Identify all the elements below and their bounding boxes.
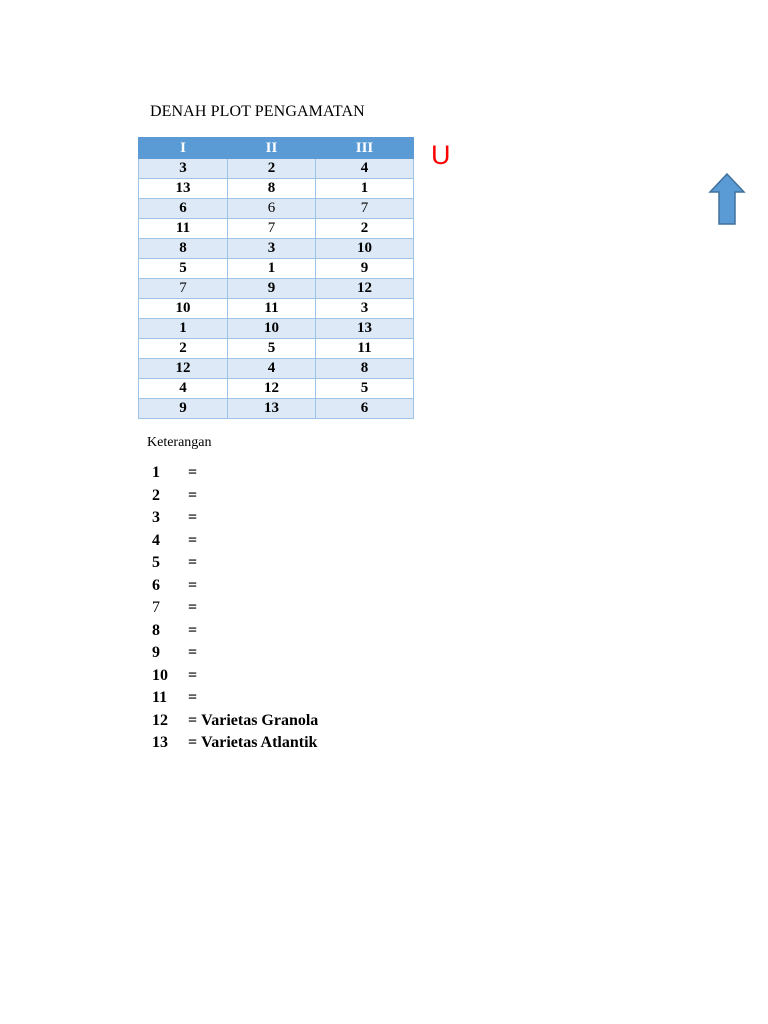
table-cell: 13: [228, 399, 316, 419]
legend-description: Varietas Atlantik: [201, 734, 318, 751]
table-cell: 11: [139, 219, 228, 239]
table-row: [139, 399, 414, 419]
table-cell: 11: [228, 299, 316, 319]
list-item: [152, 665, 318, 688]
legend-equals: =: [188, 486, 198, 504]
legend-equals: =: [188, 621, 198, 639]
legend-number: 10: [152, 666, 168, 684]
table-row: [139, 319, 414, 339]
list-item: [152, 462, 318, 485]
legend-equals: =: [188, 711, 198, 729]
legend-number: 4: [152, 531, 160, 549]
legend-equals: =: [188, 644, 198, 661]
table-cell: 4: [228, 359, 316, 379]
table-cell: 5: [316, 379, 414, 399]
legend-equals: =: [188, 599, 198, 616]
table-cell: 5: [228, 339, 316, 359]
table-cell: 10: [228, 319, 316, 339]
table-cell: 6: [316, 399, 414, 419]
table-cell: 12: [228, 379, 316, 399]
table-cell: 3: [228, 239, 316, 259]
table-cell: 1: [316, 179, 414, 199]
table-row: [139, 259, 414, 279]
table-cell: 7: [139, 279, 228, 299]
table-cell: 9: [228, 279, 316, 299]
legend-list: [152, 462, 318, 755]
table-cell: 9: [316, 259, 414, 279]
arrow-up-icon: [708, 172, 746, 226]
legend-number: 8: [152, 621, 160, 639]
table-cell: 13: [139, 179, 228, 199]
list-item: [152, 552, 318, 575]
table-cell: 2: [316, 219, 414, 239]
table-cell: 9: [139, 399, 228, 419]
table-cell: 6: [139, 199, 228, 219]
list-item: [152, 732, 318, 755]
list-item: [152, 575, 318, 598]
table-cell: 13: [316, 319, 414, 339]
column-header-block-1: I: [139, 138, 228, 159]
legend-number: 9: [152, 644, 160, 661]
legend-number: 7: [152, 599, 160, 616]
table-row: [139, 359, 414, 379]
legend-equals: =: [188, 576, 198, 594]
list-item: [152, 507, 318, 530]
table-cell: 3: [316, 299, 414, 319]
table-cell: 10: [139, 299, 228, 319]
legend-number: 1: [152, 464, 160, 481]
legend-number: 13: [152, 734, 168, 751]
table-cell: 4: [316, 159, 414, 179]
table-row: [139, 199, 414, 219]
legend-equals: =: [188, 509, 198, 526]
table-cell: 12: [316, 279, 414, 299]
table-cell: 2: [228, 159, 316, 179]
legend-number: 2: [152, 486, 160, 504]
legend-equals: =: [188, 666, 198, 684]
north-label: U: [431, 140, 451, 170]
table-header-row: [139, 138, 414, 159]
legend-equals: =: [188, 464, 198, 481]
list-item: [152, 710, 318, 733]
list-item: [152, 530, 318, 553]
legend-equals: =: [188, 554, 198, 571]
table-cell: 10: [316, 239, 414, 259]
list-item: [152, 642, 318, 665]
table-cell: 8: [228, 179, 316, 199]
legend-number: 6: [152, 576, 160, 594]
table-cell: 6: [228, 199, 316, 219]
legend-number: 11: [152, 689, 168, 706]
table-cell: 8: [316, 359, 414, 379]
column-header-block-3: III: [316, 138, 414, 159]
table-row: [139, 159, 414, 179]
table-row: [139, 299, 414, 319]
table-cell: 11: [316, 339, 414, 359]
table-row: [139, 379, 414, 399]
legend-heading: Keterangan: [147, 435, 212, 450]
table-cell: 4: [139, 379, 228, 399]
table-row: [139, 279, 414, 299]
table-row: [139, 219, 414, 239]
column-header-block-2: II: [228, 138, 316, 159]
legend-number: 5: [152, 554, 160, 571]
table-row: [139, 179, 414, 199]
list-item: [152, 620, 318, 643]
table-cell: 8: [139, 239, 228, 259]
table-cell: 2: [139, 339, 228, 359]
legend-number: 12: [152, 711, 168, 729]
table-cell: 12: [139, 359, 228, 379]
list-item: [152, 485, 318, 508]
legend-equals: =: [188, 531, 198, 549]
table-row: [139, 339, 414, 359]
legend-number: 3: [152, 509, 160, 526]
list-item: [152, 597, 318, 620]
legend-description: Varietas Granola: [201, 711, 319, 729]
legend-equals: =: [188, 734, 198, 751]
list-item: [152, 687, 318, 710]
table-cell: 1: [139, 319, 228, 339]
table-cell: 7: [228, 219, 316, 239]
legend-equals: =: [188, 689, 198, 706]
table-cell: 7: [316, 199, 414, 219]
table-cell: 3: [139, 159, 228, 179]
table-cell: 1: [228, 259, 316, 279]
plot-layout-table: [138, 137, 414, 419]
table-cell: 5: [139, 259, 228, 279]
table-row: [139, 239, 414, 259]
page-title: DENAH PLOT PENGAMATAN: [150, 103, 365, 120]
